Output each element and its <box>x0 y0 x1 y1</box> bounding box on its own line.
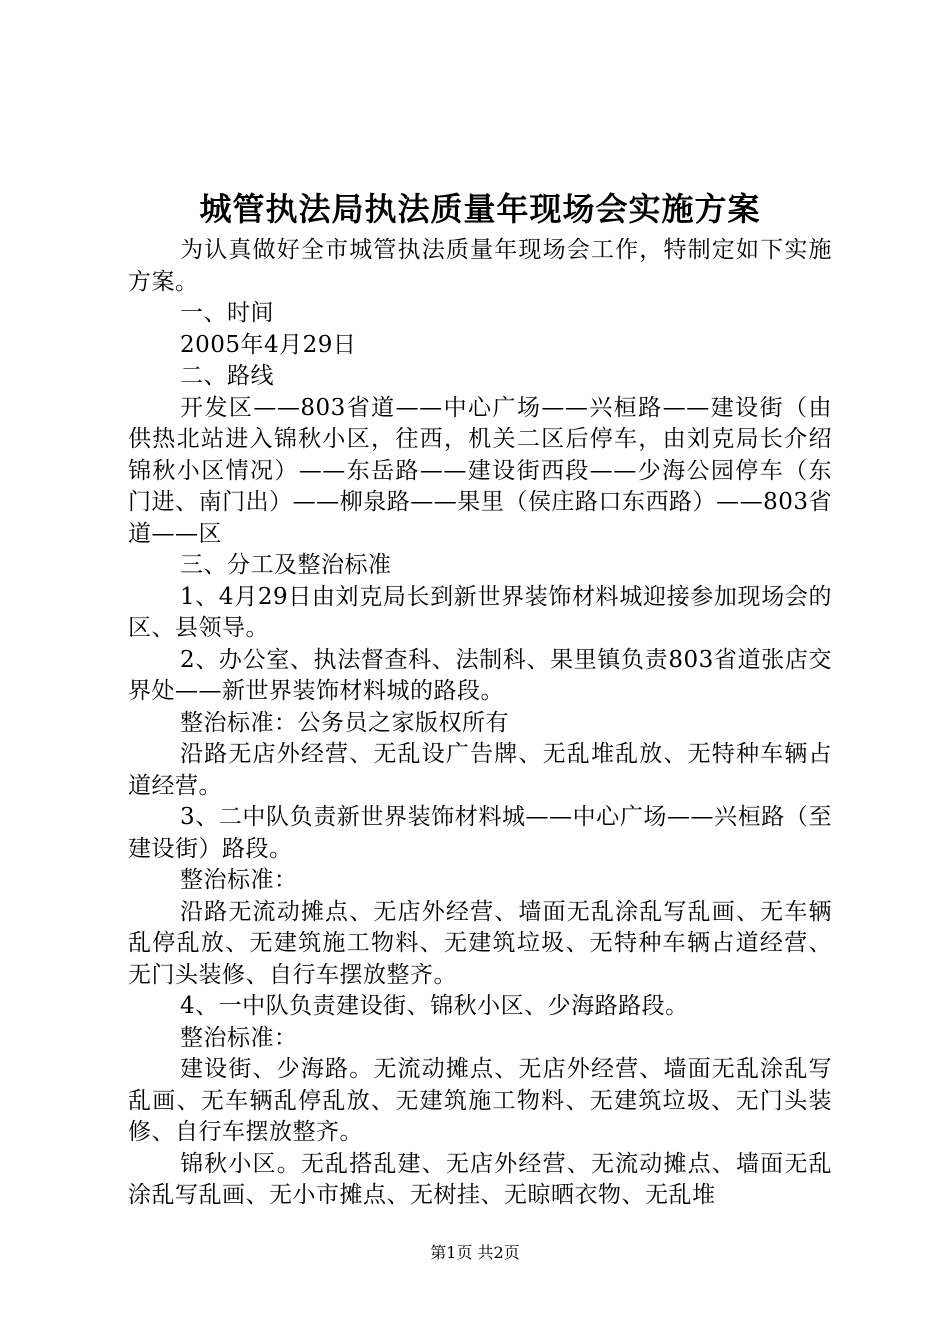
document-body <box>128 235 832 1212</box>
paragraph-standard-label: 整治标准： <box>180 867 298 893</box>
paragraph-intro: 为认真做好全市城管执法质量年现场会工作，特制定如下实施方案。 <box>128 237 832 295</box>
paragraph-standard-text: 锦秋小区。无乱搭乱建、无店外经营、无流动摊点、墙面无乱涂乱写乱画、无小市摊点、无树挂、无晾晒衣物、无乱堆 <box>128 1150 832 1208</box>
paragraph-route: 开发区——803省道——中心广场——兴桓路——建设街（由供热北站进入锦秋小区，往西，机关二区后停车，由刘克局长介绍锦秋小区情况）——东岳路——建设街西段——少海公园停车（东门进、南门出）——柳泉路——果里（侯庄路口东西路）——803省道——区 <box>128 394 832 547</box>
paragraph-standard-text: 建设街、少海路。无流动摊点、无店外经营、墙面无乱涂乱写乱画、无车辆乱停乱放、无建筑施工物料、无建筑垃圾、无门头装修、自行车摆放整齐。 <box>128 1056 832 1145</box>
paragraph-item-3: 3、二中队负责新世界装饰材料城——中心广场——兴桓路（至建设街）路段。 <box>128 804 832 862</box>
heading-division: 三、分工及整治标准 <box>180 552 392 578</box>
paragraph-date: 2005年4月29日 <box>180 331 357 358</box>
heading-route: 二、路线 <box>180 363 274 389</box>
document-title: 城管执法局执法质量年现场会实施方案 <box>199 190 761 228</box>
paragraph-item-2: 2、办公室、执法督查科、法制科、果里镇负责803省道张店交界处——新世界装饰材料城的路段。 <box>128 646 832 704</box>
paragraph-item-1: 1、4月29日由刘克局长到新世界装饰材料城迎接参加现场会的区、县领导。 <box>128 583 832 641</box>
heading-time: 一、时间 <box>180 300 274 326</box>
paragraph-standard-text: 沿路无店外经营、无乱设广告牌、无乱堆乱放、无特种车辆占道经营。 <box>128 741 832 799</box>
page-number: 第1页 共2页 <box>430 1243 520 1262</box>
paragraph-standard-text: 沿路无流动摊点、无店外经营、墙面无乱涂乱写乱画、无车辆乱停乱放、无建筑施工物料、无建筑垃圾、无特种车辆占道经营、无门头装修、自行车摆放整齐。 <box>128 898 832 988</box>
paragraph-standard-label: 整治标准： <box>180 1024 298 1051</box>
paragraph-item-4: 4、一中队负责建设街、锦秋小区、少海路路段。 <box>180 993 689 1019</box>
paragraph-standard-label: 整治标准：公务员之家版权所有 <box>180 709 509 736</box>
